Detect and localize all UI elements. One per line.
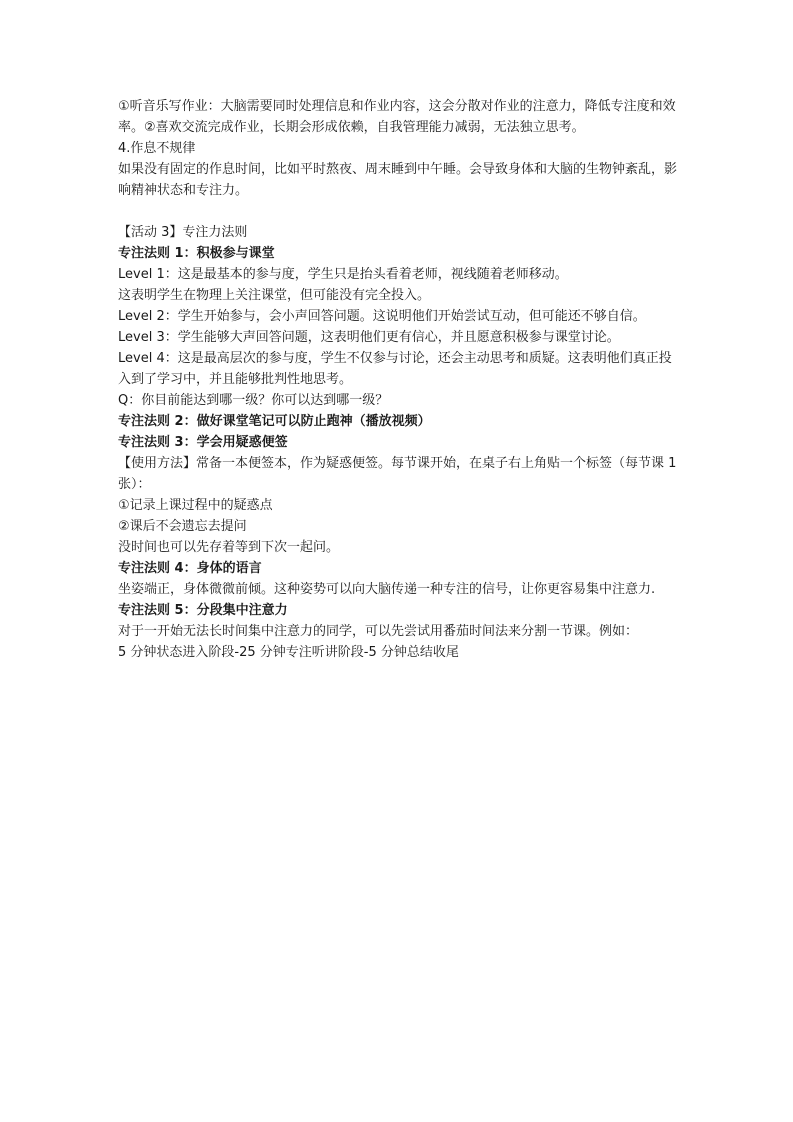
section-heading: 专注法则 5：分段集中注意力: [118, 603, 288, 618]
paragraph: Level 2：学生开始参与，会小声回答问题。这说明他们开始尝试互动，但可能还不够自信。: [118, 309, 646, 324]
section-heading: 专注法则 2：做好课堂笔记可以防止跑神（播放视频）: [118, 414, 431, 429]
paragraph: Q：你目前能达到哪一级？你可以达到哪一级？: [118, 393, 389, 408]
section-heading: 专注法则 3：学会用疑惑便签: [118, 435, 288, 450]
paragraph: ②课后不会遗忘去提问: [118, 519, 247, 534]
paragraph: 5 分钟状态进入阶段-25 分钟专注听讲阶段-5 分钟总结收尾: [118, 645, 459, 660]
paragraph: 【活动 3】专注力法则: [118, 225, 248, 240]
paragraph: 这表明学生在物理上关注课堂，但可能没有完全投入。: [118, 288, 431, 303]
paragraph: 对于一开始无法长时间集中注意力的同学，可以先尝试用番茄时间法来分割一节课。例如：: [118, 624, 639, 639]
paragraph: Level 1：这是最基本的参与度，学生只是抬头看着老师，视线随着老师移动。: [118, 267, 568, 282]
paragraph: ①记录上课过程中的疑惑点: [118, 498, 273, 513]
paragraph: Level 3：学生能够大声回答问题，这表明他们更有信心，并且愿意积极参与课堂讨论。: [118, 330, 620, 345]
paragraph: 坐姿端正，身体微微前倾。这种姿势可以向大脑传递一种专注的信号，让你更容易集中注意力.: [118, 582, 656, 597]
paragraph: ①听音乐写作业：大脑需要同时处理信息和作业内容，这会分散对作业的注意力，降低专注度和效率。②喜欢交流完成作业，长期会形成依赖，自我管理能力减弱，无法独立思考。: [118, 99, 676, 135]
section-heading: 专注法则 4：身体的语言: [118, 561, 262, 576]
blank-line: [118, 201, 678, 222]
document-body: [118, 96, 678, 663]
paragraph: 没时间也可以先存着等到下次一起问。: [118, 540, 340, 555]
paragraph: 如果没有固定的作息时间，比如平时熬夜、周末睡到中午睡。会导致身体和大脑的生物钟紊乱，影响精神状态和专注力。: [118, 162, 678, 198]
paragraph: 4.作息不规律: [118, 141, 196, 156]
paragraph: 【使用方法】常备一本便签本，作为疑惑便签。每节课开始，在桌子右上角贴一个标签（每节课 1 张）：: [118, 456, 677, 492]
section-heading: 专注法则 1：积极参与课堂: [118, 246, 275, 261]
paragraph: Level 4：这是最高层次的参与度，学生不仅参与讨论，还会主动思考和质疑。这表明他们真正投入到了学习中，并且能够批判性地思考。: [118, 351, 672, 387]
